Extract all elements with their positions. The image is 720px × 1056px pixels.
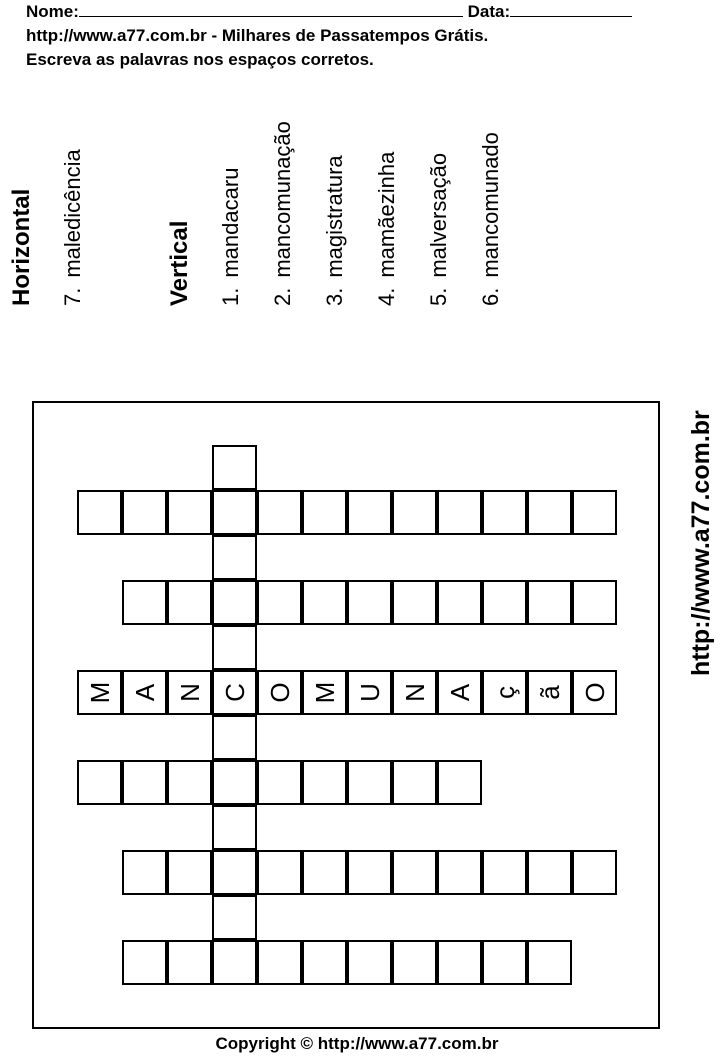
grid-cell[interactable] — [212, 715, 257, 760]
grid-cell[interactable] — [212, 535, 257, 580]
grid-cell[interactable] — [212, 490, 257, 535]
grid-cell[interactable] — [302, 940, 347, 985]
grid-cell[interactable] — [212, 625, 257, 670]
grid-cell[interactable] — [212, 805, 257, 850]
grid-cell[interactable] — [392, 940, 437, 985]
grid-cell[interactable] — [527, 490, 572, 535]
grid-cell[interactable] — [347, 850, 392, 895]
grid-cell[interactable] — [122, 490, 167, 535]
grid-cell-filled[interactable]: U — [347, 670, 392, 715]
grid-cell-filled[interactable]: A — [122, 670, 167, 715]
grid-cell[interactable] — [437, 940, 482, 985]
grid-cell[interactable] — [212, 850, 257, 895]
grid-cell[interactable] — [212, 895, 257, 940]
grid-cell[interactable] — [77, 760, 122, 805]
grid-cell[interactable] — [302, 760, 347, 805]
grid-cell[interactable] — [167, 850, 212, 895]
grid-cell[interactable] — [257, 850, 302, 895]
grid-cell[interactable] — [257, 580, 302, 625]
grid-cell[interactable] — [347, 760, 392, 805]
grid-cell[interactable] — [167, 580, 212, 625]
grid-cell[interactable] — [392, 760, 437, 805]
site-line: http://www.a77.com.br - Milhares de Passatempos Grátis. — [26, 26, 489, 45]
vertical-heading: Vertical — [166, 220, 193, 306]
clue-horizontal-7: 7.maledicência — [60, 149, 85, 306]
grid-cell[interactable] — [572, 490, 617, 535]
grid-cell-filled[interactable]: ã — [527, 670, 572, 715]
copyright-footer: Copyright © http://www.a77.com.br — [215, 1034, 499, 1053]
grid-cell[interactable] — [167, 490, 212, 535]
grid-cell[interactable] — [572, 580, 617, 625]
grid-cell-filled[interactable]: O — [572, 670, 617, 715]
grid-cell-filled[interactable]: ç — [482, 670, 527, 715]
grid-cell-filled[interactable]: N — [392, 670, 437, 715]
grid-cell[interactable] — [437, 760, 482, 805]
grid-cell[interactable] — [347, 580, 392, 625]
grid-cell[interactable] — [437, 580, 482, 625]
clue-vertical-1: 1.mandacaru — [218, 167, 243, 306]
grid-cell[interactable] — [572, 850, 617, 895]
clue-vertical-2: 2.mancomunação — [270, 121, 295, 306]
grid-cell[interactable] — [347, 490, 392, 535]
clue-vertical-5: 5.malversação — [426, 152, 451, 306]
grid-cell[interactable] — [122, 850, 167, 895]
clue-vertical-3: 3.magistratura — [322, 155, 347, 306]
name-blank[interactable] — [79, 2, 463, 17]
grid-cell-filled[interactable]: A — [437, 670, 482, 715]
grid-cell-filled[interactable]: M — [77, 670, 122, 715]
side-url: http://www.a77.com.br — [687, 410, 715, 676]
grid-cell[interactable] — [302, 580, 347, 625]
grid-cell[interactable] — [122, 760, 167, 805]
grid-cell[interactable] — [437, 490, 482, 535]
grid-cell[interactable] — [437, 850, 482, 895]
grid-cell[interactable] — [212, 760, 257, 805]
grid-cell[interactable] — [302, 850, 347, 895]
date-blank[interactable] — [510, 2, 632, 17]
grid-cell[interactable] — [347, 940, 392, 985]
grid-cell-filled[interactable]: C — [212, 670, 257, 715]
instruction: Escreva as palavras nos espaços corretos. — [26, 50, 374, 69]
grid-cell[interactable] — [212, 445, 257, 490]
grid-cell[interactable] — [122, 940, 167, 985]
grid-cell[interactable] — [527, 580, 572, 625]
grid-cell[interactable] — [212, 940, 257, 985]
date-label: Data: — [467, 2, 511, 21]
grid-cell[interactable] — [122, 580, 167, 625]
grid-cell[interactable] — [482, 940, 527, 985]
grid-cell[interactable] — [527, 940, 572, 985]
grid-cell[interactable] — [527, 850, 572, 895]
grid-cell-filled[interactable]: N — [167, 670, 212, 715]
clue-vertical-4: 4.mamãezinha — [374, 151, 399, 306]
horizontal-heading: Horizontal — [8, 188, 35, 306]
header-name-line — [26, 2, 632, 22]
grid-cell[interactable] — [257, 940, 302, 985]
grid-cell[interactable] — [392, 850, 437, 895]
grid-cell[interactable] — [482, 580, 527, 625]
grid-cell[interactable] — [392, 490, 437, 535]
grid-cell-filled[interactable]: O — [257, 670, 302, 715]
grid-cell[interactable] — [257, 490, 302, 535]
clue-vertical-6: 6.mancomunado — [478, 132, 503, 306]
name-label: Nome: — [26, 2, 79, 21]
grid-cell[interactable] — [257, 760, 302, 805]
grid-cell[interactable] — [77, 490, 122, 535]
grid-cell[interactable] — [392, 580, 437, 625]
grid-cell[interactable] — [212, 580, 257, 625]
grid-cell[interactable] — [482, 490, 527, 535]
grid-cell[interactable] — [302, 490, 347, 535]
grid-cell[interactable] — [167, 760, 212, 805]
grid-cell-filled[interactable]: M — [302, 670, 347, 715]
grid-cell[interactable] — [482, 850, 527, 895]
grid-cell[interactable] — [167, 940, 212, 985]
